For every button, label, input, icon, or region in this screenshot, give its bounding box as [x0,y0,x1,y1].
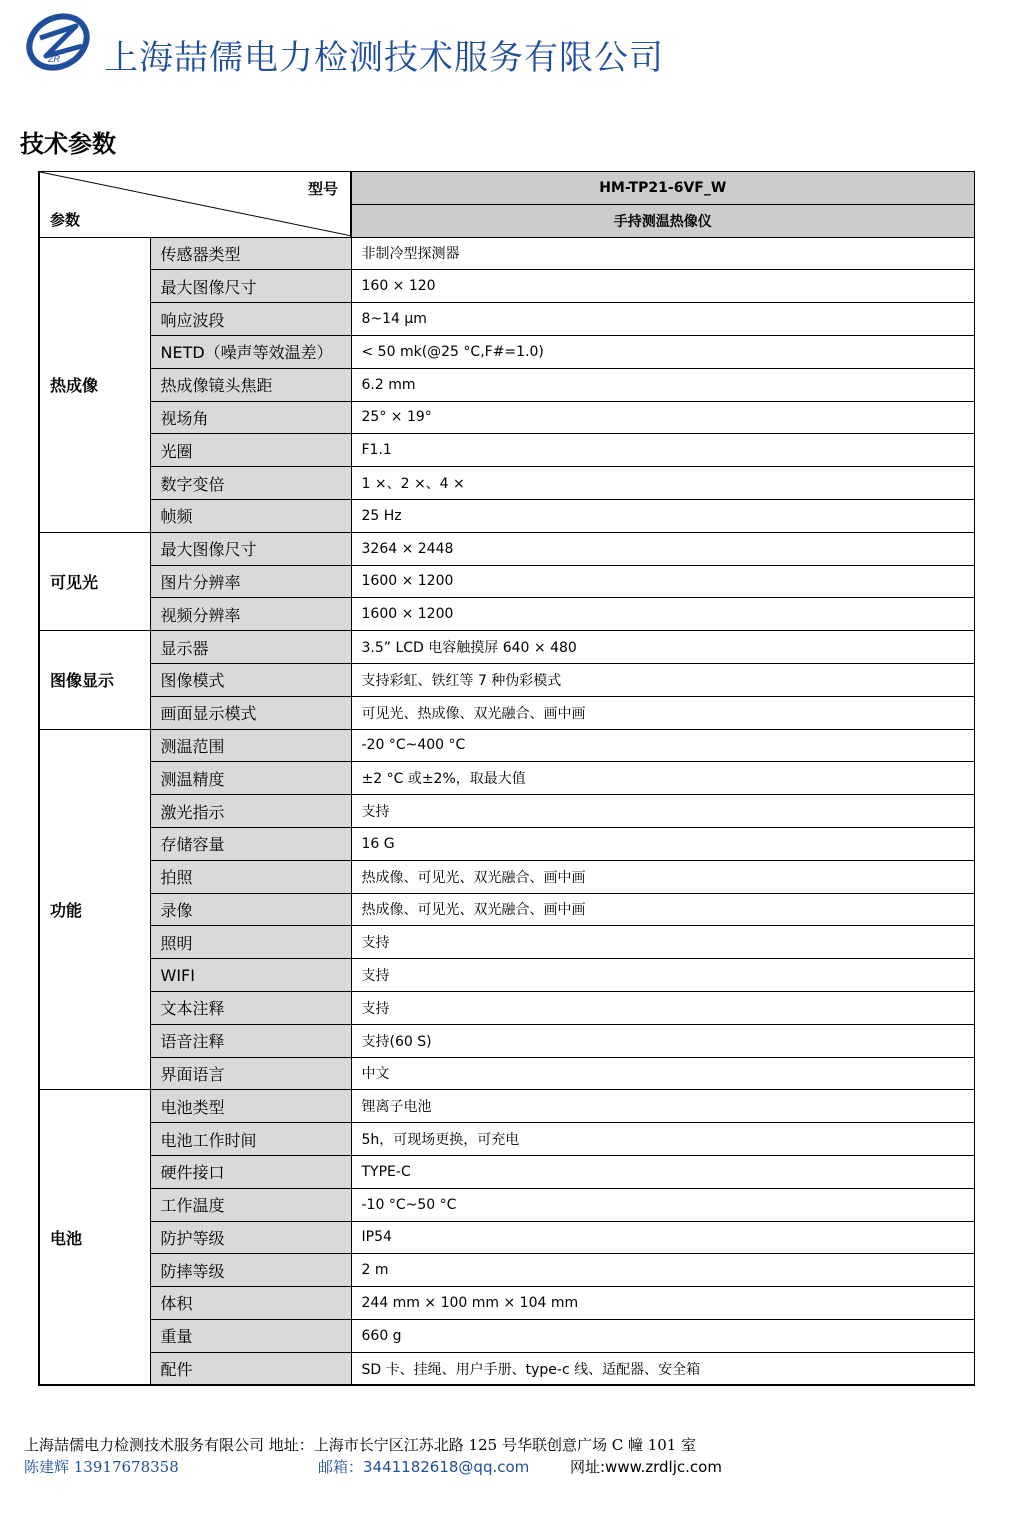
category-cell: 图像显示 [39,631,150,729]
param-cell: 激光指示 [150,795,351,828]
value-cell: ±2 °C 或±2%，取最大值 [351,762,974,795]
table-row [39,959,974,992]
spec-table [38,171,975,1386]
category-cell: 热成像 [39,237,150,532]
value-cell: 244 mm × 100 mm × 104 mm [351,1287,974,1320]
value-cell: 3.5” LCD 电容触摸屏 640 × 480 [351,631,974,664]
footer-website: 网址:www.zrdljc.com [570,1458,722,1476]
param-cell: 存储容量 [150,827,351,860]
table-row [39,1057,974,1090]
value-cell: 支持 [351,926,974,959]
param-cell: NETD（噪声等效温差） [150,335,351,368]
param-cell: 数字变倍 [150,467,351,500]
value-cell: TYPE-C [351,1155,974,1188]
section-title: 技术参数 [20,130,116,158]
param-cell: 配件 [150,1352,351,1385]
param-cell: 硬件接口 [150,1155,351,1188]
footer-contact-phone: 陈建辉 13917678358 [24,1458,179,1476]
value-cell: 25° × 19° [351,401,974,434]
table-row [39,1188,974,1221]
value-cell: 中文 [351,1057,974,1090]
table-row [39,565,974,598]
table-row [39,335,974,368]
param-cell: 界面语言 [150,1057,351,1090]
value-cell: 热成像、可见光、双光融合、画中画 [351,860,974,893]
table-row [39,401,974,434]
table-row [39,729,974,762]
value-cell: 热成像、可见光、双光融合、画中画 [351,893,974,926]
value-cell: < 50 mk(@25 °C,F#=1.0) [351,335,974,368]
table-row [39,795,974,828]
table-row [39,1319,974,1352]
company-title: 上海喆儒电力检测技术服务有限公司 [104,38,664,78]
company-logo [20,12,102,72]
table-row [39,1287,974,1320]
table-row [39,434,974,467]
value-cell: 非制冷型探测器 [351,237,974,270]
table-header-row [39,172,974,205]
table-row [39,499,974,532]
table-row [39,926,974,959]
table-row [39,270,974,303]
param-cell: 电池类型 [150,1090,351,1123]
table-row [39,1221,974,1254]
param-cell: 拍照 [150,860,351,893]
table-row [39,303,974,336]
param-cell: 防摔等级 [150,1254,351,1287]
table-row [39,696,974,729]
table-row [39,1155,974,1188]
value-cell: 1600 × 1200 [351,565,974,598]
table-row [39,598,974,631]
category-cell: 可见光 [39,532,150,630]
value-cell: 支持 [351,795,974,828]
param-cell: 视场角 [150,401,351,434]
table-row [39,1352,974,1385]
param-cell: 热成像镜头焦距 [150,368,351,401]
model-cell: HM-TP21-6VF_W [351,172,974,205]
table-row [39,1024,974,1057]
param-cell: 图片分辨率 [150,565,351,598]
value-cell: 2 m [351,1254,974,1287]
page-header [20,12,980,82]
param-cell: 语音注释 [150,1024,351,1057]
value-cell: 可见光、热成像、双光融合、画中画 [351,696,974,729]
table-row [39,860,974,893]
param-cell: 文本注释 [150,991,351,1024]
value-cell: 25 Hz [351,499,974,532]
table-row [39,368,974,401]
value-cell: 160 × 120 [351,270,974,303]
corner-diagonal [40,172,351,236]
param-cell: 体积 [150,1287,351,1320]
value-cell: -10 °C~50 °C [351,1188,974,1221]
param-cell: 测温精度 [150,762,351,795]
footer-address: 上海喆儒电力检测技术服务有限公司 地址：上海市长宁区江苏北路 125 号华联创意广场 C 幢 101 室 [24,1436,697,1454]
value-cell: 6.2 mm [351,368,974,401]
param-cell: 最大图像尺寸 [150,270,351,303]
table-row [39,1123,974,1156]
table-row [39,893,974,926]
value-cell: 支持 [351,959,974,992]
value-cell: SD 卡、挂绳、用户手册、type-c 线、适配器、安全箱 [351,1352,974,1385]
table-row [39,762,974,795]
param-cell: 工作温度 [150,1188,351,1221]
value-cell: 1 ×、2 ×、4 × [351,467,974,500]
param-cell: 最大图像尺寸 [150,532,351,565]
corner-bottom-label: 参数 [50,211,81,230]
value-cell: 支持 [351,991,974,1024]
page-footer [24,1434,722,1478]
value-cell: 3264 × 2448 [351,532,974,565]
param-cell: 画面显示模式 [150,696,351,729]
value-cell: 5h，可现场更换，可充电 [351,1123,974,1156]
value-cell: 支持(60 S) [351,1024,974,1057]
param-cell: 视频分辨率 [150,598,351,631]
value-cell: 锂离子电池 [351,1090,974,1123]
param-cell: WIFI [150,959,351,992]
param-cell: 响应波段 [150,303,351,336]
param-cell: 照明 [150,926,351,959]
param-cell: 光圈 [150,434,351,467]
param-cell: 测温范围 [150,729,351,762]
logo-text: ZR [48,54,60,64]
value-cell: 16 G [351,827,974,860]
param-cell: 显示器 [150,631,351,664]
table-row [39,1090,974,1123]
category-cell: 功能 [39,729,150,1090]
value-cell: 支持彩虹、铁红等 7 种伪彩模式 [351,663,974,696]
table-row [39,663,974,696]
corner-cell [39,172,351,238]
param-cell: 电池工作时间 [150,1123,351,1156]
param-cell: 重量 [150,1319,351,1352]
value-cell: 8~14 µm [351,303,974,336]
table-row [39,532,974,565]
table-row [39,991,974,1024]
param-cell: 帧频 [150,499,351,532]
param-cell: 图像模式 [150,663,351,696]
param-cell: 录像 [150,893,351,926]
corner-top-label: 型号 [307,180,338,199]
table-row [39,827,974,860]
table-row [39,467,974,500]
value-cell: 1600 × 1200 [351,598,974,631]
table-row [39,237,974,270]
table-row [39,631,974,664]
product-cell: 手持测温热像仪 [351,204,974,237]
value-cell: 660 g [351,1319,974,1352]
param-cell: 传感器类型 [150,237,351,270]
value-cell: F1.1 [351,434,974,467]
category-cell: 电池 [39,1090,150,1386]
table-row [39,1254,974,1287]
value-cell: -20 °C~400 °C [351,729,974,762]
param-cell: 防护等级 [150,1221,351,1254]
value-cell: IP54 [351,1221,974,1254]
footer-email: 邮箱：3441182618@qq.com [318,1458,530,1476]
footer-contacts [24,1456,722,1478]
